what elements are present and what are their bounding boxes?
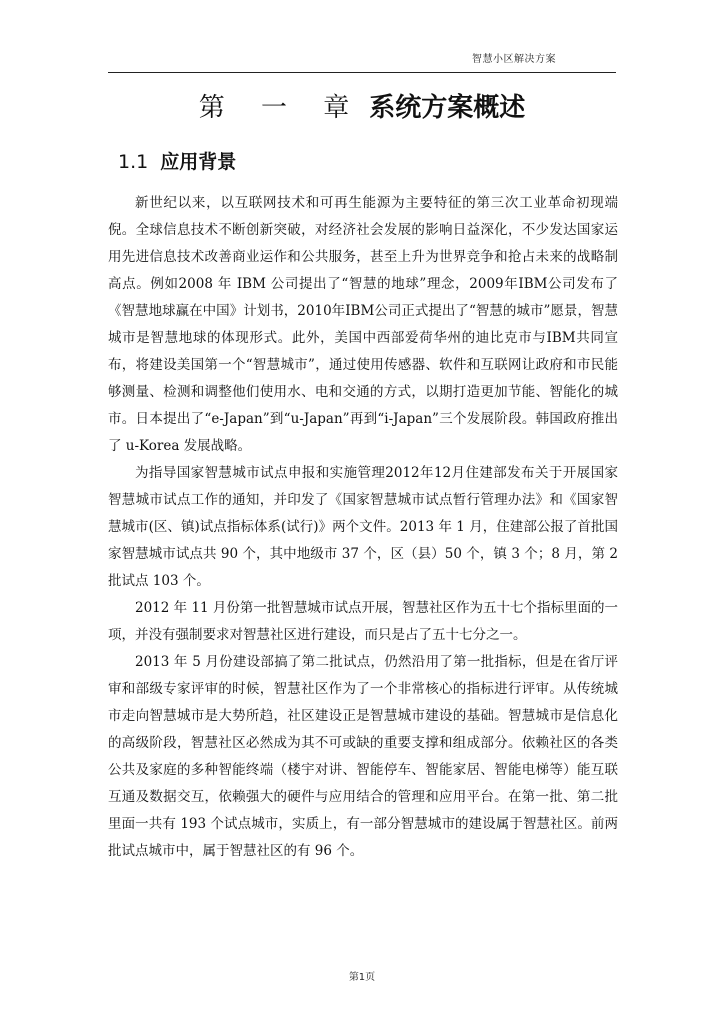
section-number: 1.1 [118, 151, 149, 173]
running-header: 智慧小区解决方案 [472, 54, 556, 65]
paragraph-3: 2012 年 11 月份第一批智慧城市试点开展，智慧社区作为五十七个指标里面的一项，并没有强制要求对智慧社区进行建设，而只是占了五十七分之一。 [108, 600, 618, 643]
chapter-title [0, 90, 724, 126]
paragraph-1: 新世纪以来，以互联网技术和可再生能源为主要特征的第三次工业革命初现端倪。全球信息技术不断创新突破，对经济社会发展的影响日益深化，不少发达国家运用先进信息技术改善商业运作和公共服务，甚至上升为世界竞争和抢占未来的战略制高点。例如2008 年 IBM 公司提出了“智慧的地球”理念，2009年IBM公司发布了《智慧地球赢在中国》计划书，2010年IBM公司正式提出了“智慧的城市”愿景，智慧城市是智慧地球的体现形式。此外，美国中西部爱荷华州的迪比克市与IBM共同宣布，将建设美国第一个“智慧城市”，通过使用传感器、软件和互联网让政府和市民能够测量、检测和调整他们使用水、电和交通的方式，以期打造更加节能、智能化的城市。日本提出了“e-Japan”到“u-Japan”再到“i-Japan”三个发展阶段。韩国政府推出了 u-Korea 发展战略。 [108, 195, 618, 454]
chapter-name: 系统方案概述 [369, 93, 526, 123]
paragraph-4: 2013 年 5 月份建设部搞了第二批试点，仍然沿用了第一批指标，但是在省厅评审和部级专家评审的时候，智慧社区作为了一个非常核心的指标进行评审。从传统城市走向智慧城市是大势所趋，社区建设正是智慧城市建设的基础。智慧城市是信息化的高级阶段，智慧社区必然成为其不可或缺的重要支撑和组成部分。依赖社区的各类公共及家庭的多种智能终端（楼宇对讲、智能停车、智能家居、智能电梯等）能互联互通及数据交互，依赖强大的硬件与应用结合的管理和应用平台。在第一批、第二批里面一共有 193 个试点城市，实质上，有一部分智慧城市的建设属于智慧社区。前两批试点城市中，属于智慧社区的有 96 个。 [108, 654, 618, 859]
section-name: 应用背景 [160, 151, 237, 173]
body-text [108, 190, 618, 865]
paragraph-2: 为指导国家智慧城市试点申报和实施管理2012年12月住建部发布关于开展国家智慧城市试点工作的通知，并印发了《国家智慧城市试点暂行管理办法》和《国家智慧城市(区、镇)试点指标体系(试行)》两个文件。2013 年 1 月，住建部公报了首批国家智慧城市试点共 90 个，其中地级市 37 个，区（县）50 个，镇 3 个；8 月，第 2 批试点 103 个。 [108, 465, 618, 589]
chapter-number: 第 一 章 [198, 93, 364, 123]
header-divider [108, 72, 616, 73]
section-title [118, 149, 236, 175]
page-number: 第1页 [348, 972, 376, 983]
